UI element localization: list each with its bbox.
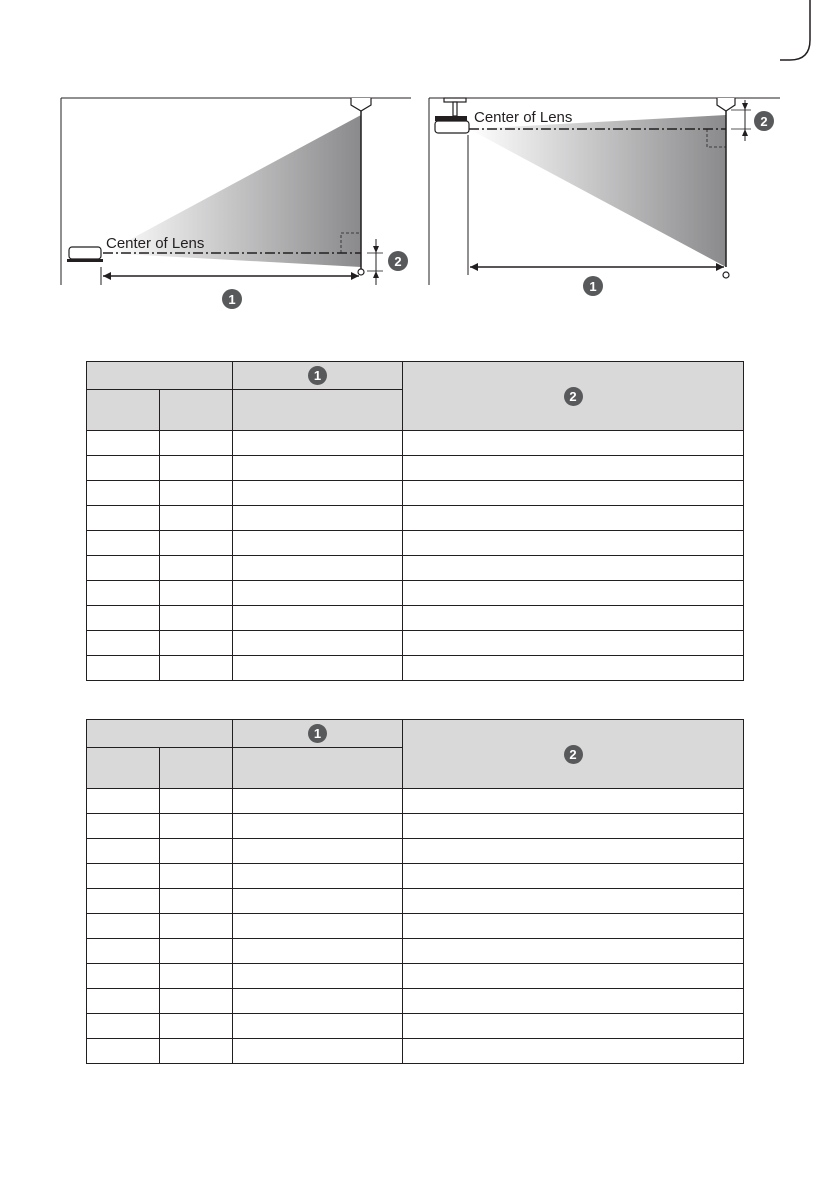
table-cell — [160, 481, 233, 506]
crop-mark — [780, 0, 820, 70]
table-cell — [233, 1014, 403, 1039]
svg-text:2: 2 — [394, 254, 402, 269]
table-row — [87, 431, 744, 456]
table-cell — [233, 556, 403, 581]
table-cell — [403, 506, 744, 531]
table-cell — [87, 656, 160, 681]
table-row — [87, 631, 744, 656]
table-cell — [233, 656, 403, 681]
projection-distance-table-1 — [86, 361, 744, 681]
table-cell — [233, 939, 403, 964]
table-cell — [160, 889, 233, 914]
table-cell — [233, 964, 403, 989]
header-distance — [233, 720, 403, 748]
table-cell — [403, 456, 744, 481]
table-cell — [233, 789, 403, 814]
table-row — [87, 481, 744, 506]
table-cell — [403, 556, 744, 581]
table-cell — [233, 531, 403, 556]
projection-diagram-ceiling — [425, 95, 795, 305]
table-row — [87, 864, 744, 889]
table-cell — [233, 581, 403, 606]
table-cell — [233, 481, 403, 506]
header-offset — [403, 362, 744, 431]
table-cell — [87, 631, 160, 656]
marker-2 — [388, 251, 408, 271]
table-cell — [403, 656, 744, 681]
table-row — [87, 814, 744, 839]
table-row — [87, 939, 744, 964]
table-cell — [403, 914, 744, 939]
table-cell — [403, 481, 744, 506]
table-cell — [233, 1039, 403, 1064]
table-cell — [160, 431, 233, 456]
table-cell — [233, 506, 403, 531]
table-cell — [233, 431, 403, 456]
table-cell — [160, 789, 233, 814]
table-cell — [87, 914, 160, 939]
subheader-cell — [160, 390, 233, 431]
table-cell — [160, 939, 233, 964]
table-cell — [87, 864, 160, 889]
table-cell — [160, 456, 233, 481]
lens-label: Center of Lens — [474, 109, 573, 126]
table-row — [87, 789, 744, 814]
table-cell — [160, 556, 233, 581]
table-cell — [87, 939, 160, 964]
subheader-cell — [160, 748, 233, 789]
subheader-cell — [87, 390, 160, 431]
table-row — [87, 889, 744, 914]
table-cell — [233, 989, 403, 1014]
svg-text:1: 1 — [228, 292, 236, 307]
projector-icon — [435, 98, 469, 133]
marker-2-badge: 2 — [564, 745, 583, 764]
screen-bottom-point — [723, 272, 729, 278]
table-row — [87, 606, 744, 631]
table-cell — [160, 581, 233, 606]
marker-2-badge: 2 — [564, 387, 583, 406]
table-cell — [87, 556, 160, 581]
table-cell — [160, 864, 233, 889]
table-cell — [403, 431, 744, 456]
table-row — [87, 839, 744, 864]
table-cell — [233, 606, 403, 631]
projector-icon — [67, 247, 103, 262]
table-cell — [87, 531, 160, 556]
header-screen-size — [87, 362, 233, 390]
subheader-cell — [233, 748, 403, 789]
table-cell — [403, 964, 744, 989]
table-row — [87, 656, 744, 681]
projection-distance-table-2 — [86, 719, 744, 1064]
table-cell — [160, 964, 233, 989]
header-screen-size — [87, 720, 233, 748]
table-row — [87, 556, 744, 581]
table-cell — [403, 814, 744, 839]
table-cell — [403, 581, 744, 606]
table-row — [87, 1014, 744, 1039]
table-row — [87, 989, 744, 1014]
table-cell — [160, 631, 233, 656]
table-header-row — [87, 720, 744, 748]
table-cell — [233, 914, 403, 939]
table-cell — [403, 989, 744, 1014]
lens-label: Center of Lens — [106, 235, 205, 252]
marker-1-badge: 1 — [308, 724, 327, 743]
table-cell — [233, 631, 403, 656]
table-cell — [87, 481, 160, 506]
subheader-cell — [233, 390, 403, 431]
table-cell — [160, 1014, 233, 1039]
table-cell — [403, 864, 744, 889]
table-cell — [160, 656, 233, 681]
table-cell — [160, 839, 233, 864]
marker-2 — [754, 111, 774, 131]
table-cell — [403, 1039, 744, 1064]
table-cell — [160, 606, 233, 631]
table-cell — [160, 1039, 233, 1064]
table-cell — [87, 1039, 160, 1064]
table-cell — [403, 531, 744, 556]
table-cell — [87, 789, 160, 814]
table-cell — [403, 939, 744, 964]
table-cell — [87, 839, 160, 864]
table-cell — [403, 839, 744, 864]
projection-diagram-floor — [55, 95, 415, 320]
header-distance — [233, 362, 403, 390]
table-row — [87, 506, 744, 531]
table-header-row — [87, 362, 744, 390]
header-offset — [403, 720, 744, 789]
screen-hanger — [717, 98, 735, 111]
table-cell — [160, 989, 233, 1014]
table-row — [87, 914, 744, 939]
table-cell — [87, 889, 160, 914]
marker-1 — [583, 276, 603, 296]
table-cell — [87, 989, 160, 1014]
table-row — [87, 456, 744, 481]
table-cell — [160, 814, 233, 839]
table-cell — [160, 914, 233, 939]
table-cell — [87, 606, 160, 631]
table-cell — [87, 1014, 160, 1039]
marker-1-badge: 1 — [308, 366, 327, 385]
table-cell — [233, 814, 403, 839]
table-row — [87, 1039, 744, 1064]
table-cell — [403, 631, 744, 656]
table-row — [87, 581, 744, 606]
table-cell — [160, 506, 233, 531]
table-cell — [160, 531, 233, 556]
table-cell — [87, 964, 160, 989]
screen-hanger — [351, 98, 371, 111]
table-cell — [403, 1014, 744, 1039]
table-cell — [87, 814, 160, 839]
table-row — [87, 531, 744, 556]
screen-bottom-point — [358, 269, 364, 275]
table-cell — [403, 606, 744, 631]
table-row — [87, 964, 744, 989]
table-cell — [87, 506, 160, 531]
table-cell — [87, 431, 160, 456]
table-cell — [233, 889, 403, 914]
svg-text:2: 2 — [760, 114, 768, 129]
projection-beam — [469, 115, 726, 267]
table-cell — [233, 456, 403, 481]
svg-text:1: 1 — [589, 279, 597, 294]
table-cell — [233, 864, 403, 889]
table-cell — [87, 581, 160, 606]
marker-1 — [222, 289, 242, 309]
table-cell — [233, 839, 403, 864]
table-cell — [403, 789, 744, 814]
table-cell — [403, 889, 744, 914]
table-cell — [87, 456, 160, 481]
subheader-cell — [87, 748, 160, 789]
